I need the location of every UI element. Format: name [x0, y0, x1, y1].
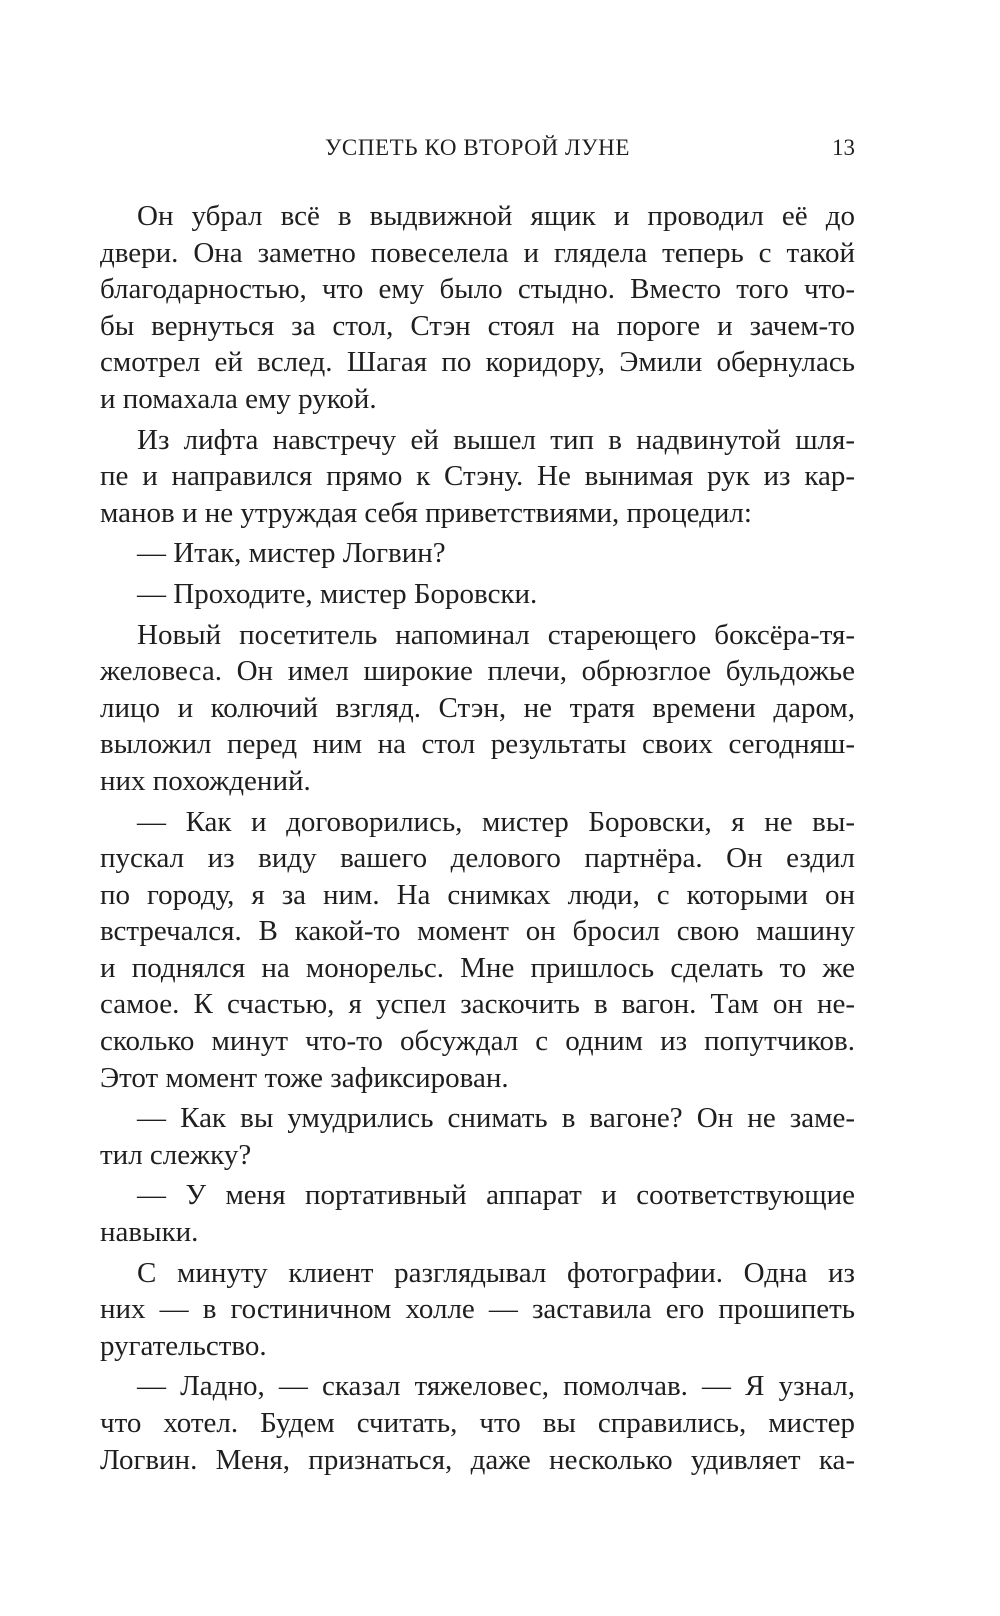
text-line: Он убрал всё в выдвижной ящик и проводил её до: [137, 200, 855, 232]
text-line: что хотел. Будем считать, что вы справились, мистер: [100, 1407, 855, 1439]
text-line: манов и не утруждая себя приветствиями, процедил:: [100, 496, 752, 529]
text-line: самое. К счастью, я успел заскочить в вагон. Там он не-: [100, 988, 855, 1021]
text-line: и поднялся на монорельс. Мне пришлось сделать то же: [100, 951, 855, 984]
text-line: Новый посетитель напоминал стареющего боксёра-тя-: [137, 618, 855, 651]
text-line: пускал из виду вашего делового партнёра. Он ездил: [100, 842, 855, 875]
text-line: двери. Она заметно повеселела и глядела теперь с такой: [100, 236, 855, 269]
text-line: — Проходите, мистер Боровски.: [137, 577, 538, 610]
running-header: [100, 128, 855, 168]
text-line: и помахала ему рукой.: [100, 382, 377, 415]
text-line: Из лифта навстречу ей вышел тип в надвинутой шля-: [137, 423, 855, 456]
paragraph: [100, 198, 855, 418]
text-line: сколько минут что-то обсуждал с одним из попутчиков.: [100, 1025, 855, 1058]
text-line: них — в гостиничном холле — заставила его прошипеть: [100, 1293, 855, 1326]
text-line: благодарностью, что ему было стыдно. Вместо того что-: [100, 273, 855, 306]
paragraph: [100, 1255, 855, 1365]
text-line: пе и направился прямо к Стэну. Не вынимая рук из кар-: [100, 460, 855, 493]
paragraph: [100, 1368, 855, 1478]
paragraph: [100, 617, 855, 800]
running-title: УСПЕТЬ КО ВТОРОЙ ЛУНЕ: [325, 135, 630, 160]
text-line: навыки.: [100, 1216, 199, 1249]
text-line: С минуту клиент разглядывал фотографии. Одна из: [137, 1256, 855, 1289]
text-line: — У меня портативный аппарат и соответствующие: [137, 1179, 855, 1212]
body-text: [100, 198, 855, 1482]
text-line: них похождений.: [100, 764, 311, 797]
text-line: смотрел ей вслед. Шагая по коридору, Эмили обернулась: [100, 346, 855, 379]
text-line: выложил перед ним на стол результаты своих сегодняш-: [100, 728, 855, 761]
text-line: по городу, я за ним. На снимках люди, с которыми он: [100, 878, 855, 911]
paragraph: [100, 1177, 855, 1250]
text-line: Логвин. Меня, признаться, даже несколько удивляет ка-: [100, 1443, 855, 1476]
text-line: желовеса. Он имел широкие плечи, обрюзглое бульдожье: [100, 655, 855, 688]
text-line: лицо и колючий взгляд. Стэн, не тратя времени даром,: [100, 691, 855, 724]
text-line: — Как вы умудрились снимать в вагоне? Он не заме-: [137, 1102, 855, 1135]
paragraph: [100, 535, 855, 572]
text-line: — Как и договорились, мистер Боровски, я не вы-: [137, 805, 855, 838]
text-line: — Ладно, — сказал тяжеловес, помолчав. — Я узнал,: [137, 1370, 855, 1403]
text-line: Этот момент тоже зафиксирован.: [100, 1061, 509, 1094]
page-number: 13: [832, 135, 855, 160]
paragraph: [100, 804, 855, 1097]
paragraph: [100, 576, 855, 613]
paragraph: [100, 422, 855, 532]
text-line: бы вернуться за стол, Стэн стоял на пороге и зачем-то: [100, 309, 855, 342]
text-line: ругательство.: [100, 1329, 267, 1362]
text-line: встречался. В какой-то момент он бросил свою машину: [100, 915, 855, 948]
text-line: — Итак, мистер Логвин?: [137, 537, 446, 570]
paragraph: [100, 1100, 855, 1173]
text-line: тил слежку?: [100, 1138, 252, 1171]
